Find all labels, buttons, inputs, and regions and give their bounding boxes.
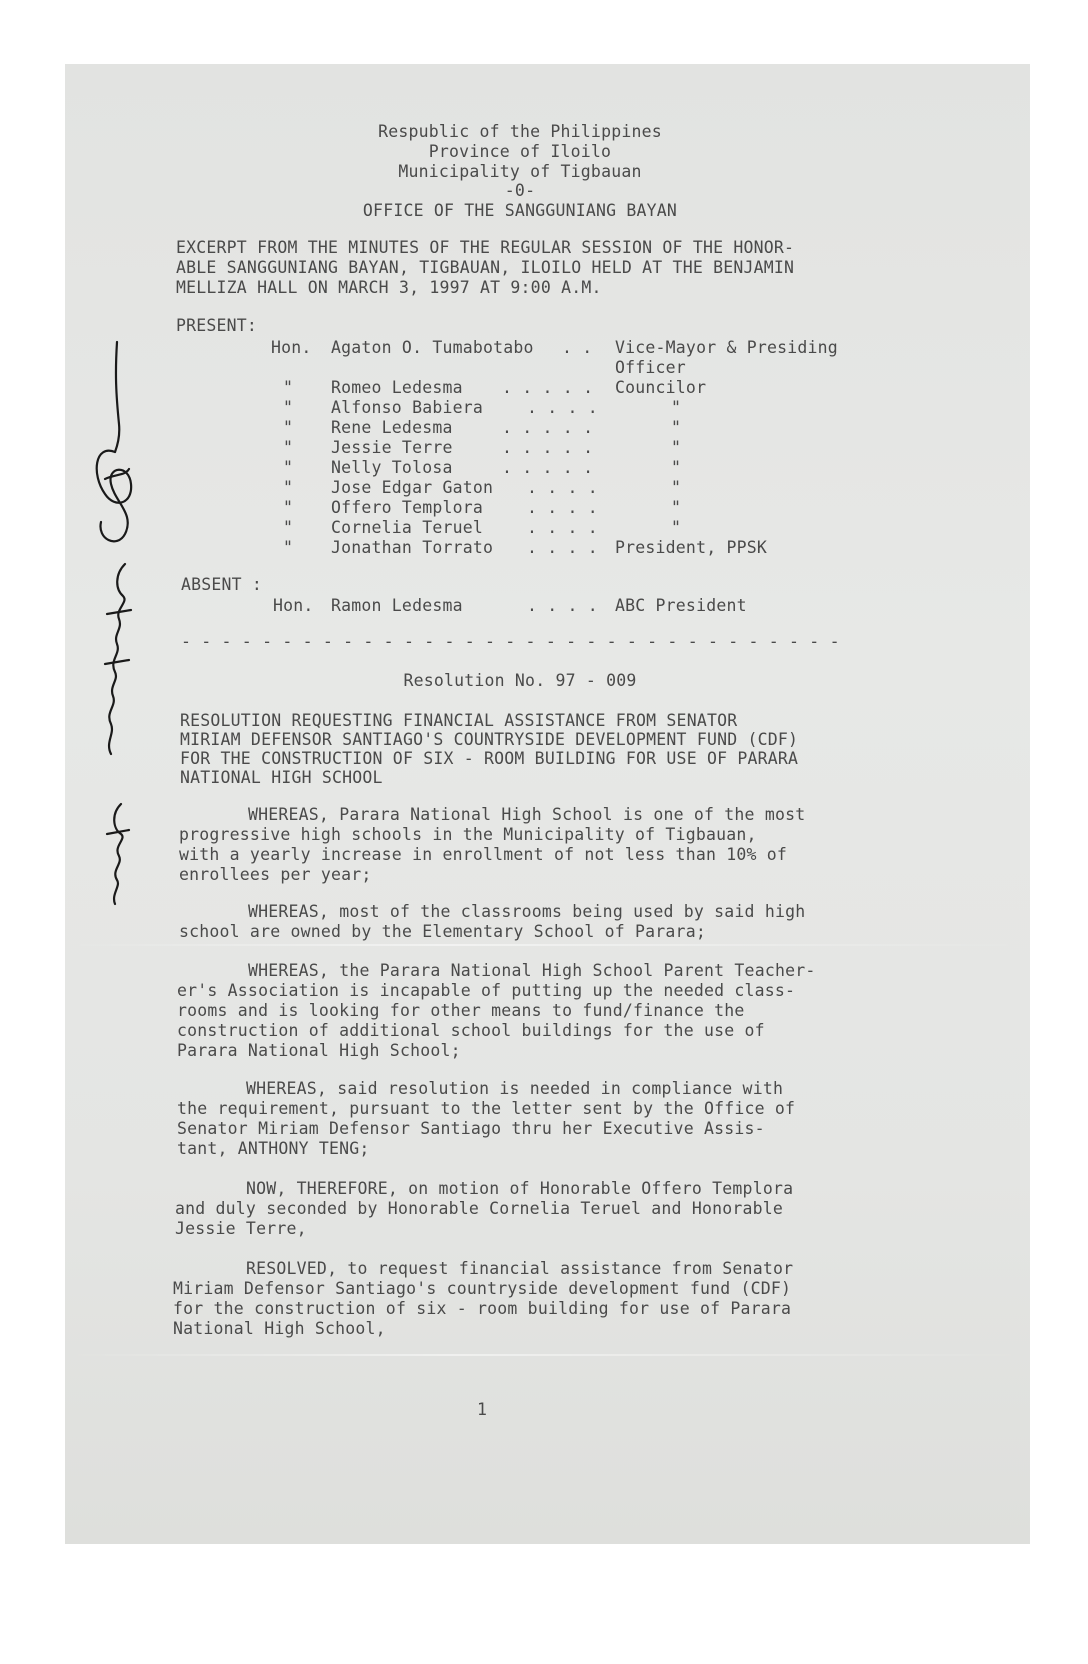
paragraph-line: Parara National High School;: [177, 1041, 461, 1060]
member-name: Agaton O. Tumabotabo: [331, 338, 534, 357]
paragraph-line: Miriam Defensor Santiago's countryside development fund (CDF): [173, 1279, 792, 1298]
paragraph-line: Senator Miriam Defensor Santiago thru her Executive Assis-: [177, 1119, 765, 1138]
member-dots: . . . . .: [502, 458, 594, 477]
member-prefix: ": [283, 398, 294, 417]
present-label: PRESENT:: [176, 316, 258, 335]
resolution-title-line: FOR THE CONSTRUCTION OF SIX - ROOM BUILDING FOR USE OF PARARA: [180, 749, 799, 768]
paragraph-line: rooms and is looking for other means to fund/finance the: [177, 1001, 745, 1020]
paragraph-line: Jessie Terre,: [175, 1219, 307, 1238]
member-prefix: ": [283, 498, 294, 517]
paragraph-line: WHEREAS, the Parara National High School Parent Teacher-: [248, 961, 816, 980]
resolution-number: Resolution No. 97 - 009: [403, 671, 637, 690]
member-dots: . . . .: [527, 596, 598, 615]
page-number: 1: [477, 1400, 488, 1419]
member-dots: . . . . .: [502, 438, 594, 457]
member-position: ABC President: [615, 596, 747, 615]
paper-crease: [65, 944, 1030, 946]
signature-icon: [85, 334, 145, 974]
paragraph-line: school are owned by the Elementary School of Parara;: [179, 922, 706, 941]
member-position: ": [671, 418, 682, 437]
header-municipality: Municipality of Tigbauan: [398, 162, 642, 181]
paragraph-line: the requirement, pursuant to the letter sent by the Office of: [177, 1099, 796, 1118]
member-name: Ramon Ledesma: [331, 596, 463, 615]
absent-label: ABSENT :: [181, 575, 263, 594]
member-prefix: ": [283, 458, 294, 477]
member-position: Vice-Mayor & Presiding: [615, 338, 838, 357]
member-position: ": [671, 498, 682, 517]
paragraph-line: and duly seconded by Honorable Cornelia Teruel and Honorable: [175, 1199, 784, 1218]
section-divider: - - - - - - - - - - - - - - - - - - - - - - - - - - - - - - - - -: [181, 632, 840, 651]
paragraph-line: enrollees per year;: [179, 865, 372, 884]
member-name: Jessie Terre: [331, 438, 453, 457]
member-name: Alfonso Babiera: [331, 398, 484, 417]
excerpt-line: ABLE SANGGUNIANG BAYAN, TIGBAUAN, ILOILO HELD AT THE BENJAMIN: [176, 258, 795, 277]
member-position-cont: Officer: [615, 358, 686, 377]
member-dots: . . . . .: [502, 418, 594, 437]
member-prefix: ": [283, 518, 294, 537]
paragraph-line: with a yearly increase in enrollment of not less than 10% of: [179, 845, 788, 864]
header-republic: Respublic of the Philippines: [378, 122, 662, 141]
member-prefix: Hon.: [273, 596, 314, 615]
member-prefix: ": [283, 438, 294, 457]
header-province: Province of Iloilo: [428, 142, 612, 161]
resolution-title-line: NATIONAL HIGH SCHOOL: [180, 768, 383, 787]
member-position: President, PPSK: [615, 538, 768, 557]
member-dots: . . . .: [527, 478, 598, 497]
paragraph-line: NOW, THEREFORE, on motion of Honorable Offero Templora: [246, 1179, 794, 1198]
member-prefix: ": [283, 418, 294, 437]
paragraph-line: construction of additional school buildings for the use of: [177, 1021, 765, 1040]
member-position: ": [671, 478, 682, 497]
member-position: ": [671, 458, 682, 477]
member-prefix: Hon.: [271, 338, 312, 357]
paragraph-line: for the construction of six - room building for use of Parara: [173, 1299, 792, 1318]
member-position: ": [671, 438, 682, 457]
document-page: [65, 64, 1030, 1544]
paper-crease: [65, 1354, 1030, 1356]
member-dots: . . . . .: [502, 378, 594, 397]
member-prefix: ": [283, 378, 294, 397]
excerpt-line: MELLIZA HALL ON MARCH 3, 1997 AT 9:00 A.M.: [176, 278, 602, 297]
paragraph-line: National High School,: [173, 1319, 386, 1338]
paragraph-line: tant, ANTHONY TENG;: [177, 1139, 370, 1158]
member-position: ": [671, 398, 682, 417]
member-dots: . .: [562, 338, 593, 357]
member-name: Cornelia Teruel: [331, 518, 484, 537]
excerpt-line: EXCERPT FROM THE MINUTES OF THE REGULAR SESSION OF THE HONOR-: [176, 238, 795, 257]
member-dots: . . . .: [527, 518, 598, 537]
header-separator: -0-: [504, 181, 536, 200]
member-name: Jonathan Torrato: [331, 538, 494, 557]
paragraph-line: RESOLVED, to request financial assistance from Senator: [246, 1259, 794, 1278]
member-dots: . . . .: [527, 538, 598, 557]
member-name: Romeo Ledesma: [331, 378, 463, 397]
paragraph-line: WHEREAS, Parara National High School is one of the most: [248, 805, 806, 824]
member-dots: . . . .: [527, 398, 598, 417]
resolution-title-line: MIRIAM DEFENSOR SANTIAGO'S COUNTRYSIDE DEVELOPMENT FUND (CDF): [180, 730, 799, 749]
resolution-title-line: RESOLUTION REQUESTING FINANCIAL ASSISTANCE FROM SENATOR: [180, 711, 738, 730]
paragraph-line: er's Association is incapable of putting up the needed class-: [177, 981, 796, 1000]
paragraph-line: WHEREAS, most of the classrooms being used by said high: [248, 902, 806, 921]
paragraph-line: progressive high schools in the Municipality of Tigbauan,: [179, 825, 757, 844]
member-prefix: ": [283, 478, 294, 497]
member-name: Offero Templora: [331, 498, 484, 517]
header-office: OFFICE OF THE SANGGUNIANG BAYAN: [362, 201, 678, 220]
member-name: Jose Edgar Gaton: [331, 478, 494, 497]
member-name: Rene Ledesma: [331, 418, 453, 437]
member-position: Councilor: [615, 378, 707, 397]
margin-signature: [85, 334, 145, 974]
paragraph-line: WHEREAS, said resolution is needed in compliance with: [246, 1079, 784, 1098]
member-dots: . . . .: [527, 498, 598, 517]
member-position: ": [671, 518, 682, 537]
member-prefix: ": [283, 538, 294, 557]
member-name: Nelly Tolosa: [331, 458, 453, 477]
